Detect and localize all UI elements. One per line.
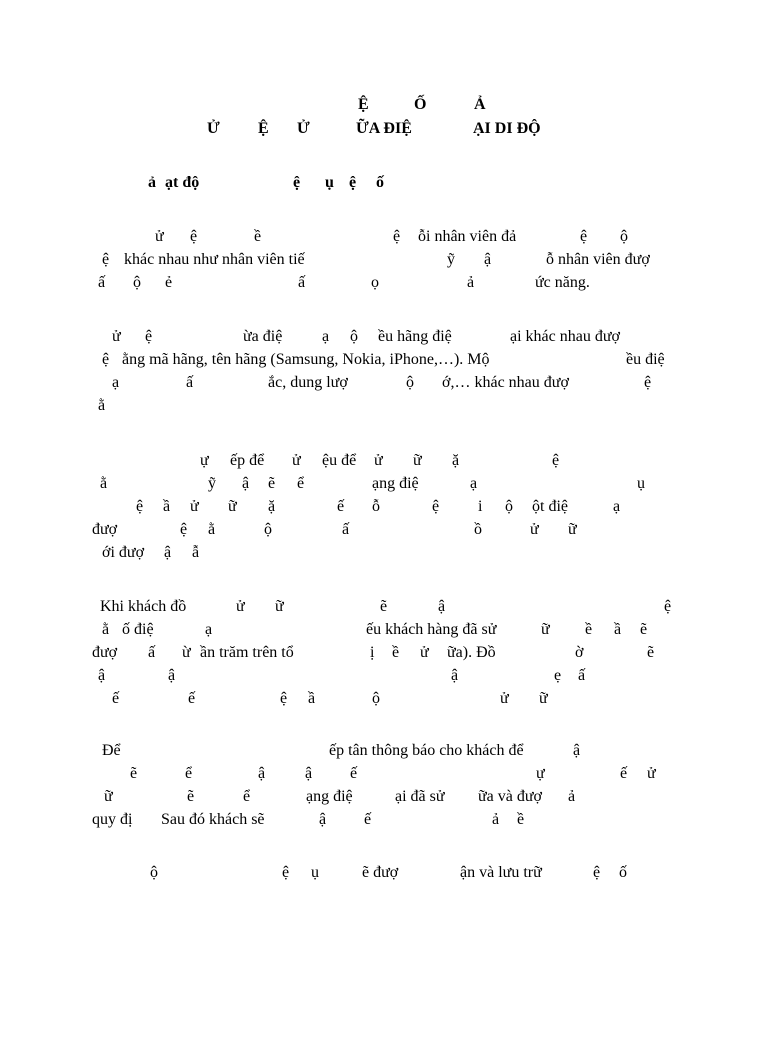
text-fragment: ự: [200, 452, 209, 469]
text-fragment: ớ,… khác nhau đượ: [442, 374, 569, 391]
text-fragment: ữ: [568, 521, 577, 538]
text-fragment: ạ: [322, 328, 330, 345]
text-fragment: ụ: [637, 475, 645, 492]
text-fragment: Khi khách đồ: [100, 598, 187, 615]
text-fragment: ệ: [393, 228, 401, 245]
text-fragment: ạ: [613, 498, 621, 515]
text-fragment: đượ: [92, 644, 118, 661]
text-fragment: ỹ: [447, 251, 455, 268]
text-fragment: ậ: [258, 765, 266, 782]
text-fragment: ạng điệ: [306, 788, 353, 805]
text-fragment: ậ: [484, 251, 492, 268]
text-fragment: ử: [647, 765, 656, 782]
text-fragment: ề: [517, 811, 525, 828]
text-fragment: ữ: [413, 452, 422, 469]
text-fragment: ếp để: [230, 452, 265, 469]
text-fragment: ố điệ: [122, 621, 154, 638]
text-fragment: ế: [364, 811, 372, 828]
paragraph-line: [0, 372, 652, 394]
heading-fragment: ệ: [349, 174, 357, 191]
paragraph-line: [0, 450, 560, 472]
text-fragment: ọ: [371, 274, 379, 291]
title-fragment: Ệ: [358, 96, 369, 113]
paragraph-line: [0, 862, 627, 884]
text-fragment: ữ: [228, 498, 237, 515]
text-fragment: ử: [500, 690, 509, 707]
text-fragment: ệ: [190, 228, 198, 245]
text-fragment: ế: [112, 690, 120, 707]
title-fragment: ẠI DI ĐỘ: [473, 120, 541, 137]
text-fragment: ử: [190, 498, 199, 515]
text-fragment: ệ: [145, 328, 153, 345]
paragraph-line: [0, 809, 525, 831]
text-fragment: ậ: [319, 811, 327, 828]
text-fragment: ẽ: [640, 621, 648, 638]
text-fragment: ệ: [664, 598, 672, 615]
paragraph-line: [0, 740, 581, 762]
text-fragment: ể: [243, 788, 251, 805]
paragraph-line: [0, 349, 665, 371]
text-fragment: ể: [297, 475, 305, 492]
text-fragment: ấ: [186, 374, 194, 391]
text-fragment: ậ: [573, 742, 581, 759]
title-line-2: [0, 118, 541, 140]
text-fragment: ặ: [268, 498, 276, 515]
text-fragment: ằng mã hãng, tên hãng (Samsung, Nokia, iPhone,…). Mộ: [122, 351, 490, 368]
paragraph-line: [0, 642, 655, 664]
text-fragment: ấ: [98, 274, 106, 291]
text-fragment: ệ: [282, 864, 290, 881]
text-fragment: ệ: [180, 521, 188, 538]
text-fragment: ần trăm trên tổ: [200, 644, 294, 661]
text-fragment: ẹ: [554, 667, 562, 684]
text-fragment: ỗ: [372, 498, 380, 515]
text-fragment: ằ: [208, 521, 216, 538]
paragraph-line: [0, 596, 672, 618]
text-fragment: ẽ: [187, 788, 195, 805]
text-fragment: ấ: [298, 274, 306, 291]
paragraph-line: [0, 249, 650, 271]
text-fragment: ữ: [541, 621, 550, 638]
text-fragment: ữ: [539, 690, 548, 707]
text-fragment: ự: [536, 765, 545, 782]
text-fragment: khác nhau như nhân viên tiế: [124, 251, 305, 268]
text-fragment: ố: [619, 864, 627, 881]
text-fragment: ệu để: [322, 452, 357, 469]
text-fragment: ờ: [575, 644, 584, 661]
text-fragment: ử: [112, 328, 121, 345]
text-fragment: ử: [374, 452, 383, 469]
text-fragment: ằ: [102, 621, 110, 638]
text-fragment: ể: [185, 765, 193, 782]
text-fragment: ới đượ: [102, 544, 145, 561]
text-fragment: ế: [620, 765, 628, 782]
paragraph-line: [0, 496, 621, 518]
text-fragment: ệ: [593, 864, 601, 881]
text-fragment: ử: [155, 228, 164, 245]
text-fragment: ề: [585, 621, 593, 638]
text-fragment: ạ: [205, 621, 213, 638]
text-fragment: ậ: [242, 475, 250, 492]
text-fragment: ại khác nhau đượ: [510, 328, 620, 345]
text-fragment: ầ: [163, 498, 171, 515]
text-fragment: ộ: [406, 374, 414, 391]
text-fragment: ả: [467, 274, 475, 291]
paragraph-line: [0, 665, 586, 687]
paragraph-line: [0, 326, 620, 348]
paragraph-line: [0, 619, 648, 641]
text-fragment: ẽ: [647, 644, 655, 661]
text-fragment: ữ: [104, 788, 113, 805]
text-fragment: ậ: [168, 667, 176, 684]
text-fragment: ẫ: [192, 544, 200, 561]
text-fragment: ệ: [580, 228, 588, 245]
text-fragment: ột điệ: [532, 498, 568, 515]
text-fragment: đượ: [92, 521, 118, 538]
text-fragment: ộ: [150, 864, 158, 881]
paragraph-line: [0, 395, 106, 417]
title-fragment: Ử: [207, 120, 220, 137]
text-fragment: ận và lưu trữ: [460, 864, 542, 881]
text-fragment: ỗ nhân viên đượ: [546, 251, 650, 268]
text-fragment: ỗi nhân viên đả: [418, 228, 517, 245]
text-fragment: ạ: [112, 374, 120, 391]
heading-fragment: ạt độ: [165, 174, 200, 191]
text-fragment: ấ: [342, 521, 350, 538]
text-fragment: ại đã sử: [395, 788, 445, 805]
text-fragment: ằ: [100, 475, 108, 492]
paragraph-line: [0, 763, 656, 785]
text-fragment: ằ: [98, 397, 106, 414]
text-fragment: ẽ đượ: [362, 864, 399, 881]
paragraph-line: [0, 519, 577, 541]
text-fragment: ỹ: [208, 475, 216, 492]
text-fragment: ế: [188, 690, 196, 707]
section-heading: [0, 172, 384, 194]
heading-fragment: ả: [148, 174, 156, 191]
text-fragment: ệ: [644, 374, 652, 391]
text-fragment: ộ: [620, 228, 628, 245]
text-fragment: ữ: [275, 598, 284, 615]
text-fragment: ậ: [305, 765, 313, 782]
text-fragment: ắc, dung lượ: [268, 374, 348, 391]
text-fragment: ậ: [451, 667, 459, 684]
text-fragment: ụ: [311, 864, 319, 881]
text-fragment: ầ: [308, 690, 316, 707]
text-fragment: ả: [492, 811, 500, 828]
text-fragment: ả: [568, 788, 576, 805]
title-fragment: Ả: [474, 96, 486, 113]
heading-fragment: ụ: [325, 174, 334, 191]
text-fragment: Sau đó khách sẽ: [161, 811, 265, 828]
text-fragment: ử: [530, 521, 539, 538]
title-fragment: Ử: [297, 120, 310, 137]
text-fragment: ệ: [102, 251, 110, 268]
text-fragment: ầ: [614, 621, 622, 638]
text-fragment: ậ: [164, 544, 172, 561]
text-fragment: i: [478, 498, 483, 515]
text-fragment: ạ: [470, 475, 478, 492]
text-fragment: ệ: [102, 351, 110, 368]
text-fragment: ộ: [350, 328, 358, 345]
text-fragment: ạng điệ: [372, 475, 419, 492]
text-fragment: ừa điệ: [243, 328, 283, 345]
text-fragment: ộ: [372, 690, 380, 707]
paragraph-line: [0, 272, 590, 294]
text-fragment: ếp tân thông báo cho khách để: [329, 742, 524, 759]
text-fragment: ệ: [552, 452, 560, 469]
heading-fragment: ệ: [293, 174, 301, 191]
text-fragment: ử: [292, 452, 301, 469]
text-fragment: ấ: [578, 667, 586, 684]
text-fragment: ẽ: [380, 598, 388, 615]
title-fragment: ỮA ĐIỆ: [356, 120, 412, 137]
text-fragment: ều hãng điệ: [378, 328, 452, 345]
text-fragment: ừ: [182, 644, 191, 661]
paragraph-line: [0, 226, 628, 248]
text-fragment: ức năng.: [535, 274, 590, 291]
paragraph-line: [0, 473, 645, 495]
text-fragment: ộ: [133, 274, 141, 291]
text-fragment: ế: [350, 765, 358, 782]
text-fragment: ề: [254, 228, 262, 245]
text-fragment: ữa). Đồ: [447, 644, 496, 661]
text-fragment: ậ: [438, 598, 446, 615]
title-line-1: [0, 94, 486, 116]
text-fragment: ế: [337, 498, 345, 515]
paragraph-line: [0, 786, 576, 808]
title-fragment: Ố: [414, 96, 427, 113]
text-fragment: ẽ: [130, 765, 138, 782]
text-fragment: Để: [102, 742, 121, 759]
text-fragment: ệ: [432, 498, 440, 515]
heading-fragment: ố: [376, 174, 384, 191]
text-fragment: ẻ: [165, 274, 173, 291]
text-fragment: ồ: [474, 521, 482, 538]
text-fragment: ử: [236, 598, 245, 615]
text-fragment: ệ: [280, 690, 288, 707]
title-fragment: Ệ: [258, 120, 269, 137]
text-fragment: ữa và đượ: [478, 788, 543, 805]
text-fragment: ặ: [452, 452, 460, 469]
paragraph-line: [0, 688, 548, 710]
text-fragment: ử: [420, 644, 429, 661]
text-fragment: ấ: [148, 644, 156, 661]
text-fragment: ề: [392, 644, 400, 661]
text-fragment: ếu khách hàng đã sử: [366, 621, 497, 638]
text-fragment: ị: [370, 644, 375, 661]
text-fragment: ậ: [98, 667, 106, 684]
text-fragment: ộ: [505, 498, 513, 515]
text-fragment: ẽ: [268, 475, 276, 492]
text-fragment: ều điệ: [626, 351, 665, 368]
text-fragment: ộ: [264, 521, 272, 538]
paragraph-line: [0, 542, 200, 564]
text-fragment: ệ: [136, 498, 144, 515]
text-fragment: quy đị: [92, 811, 133, 828]
